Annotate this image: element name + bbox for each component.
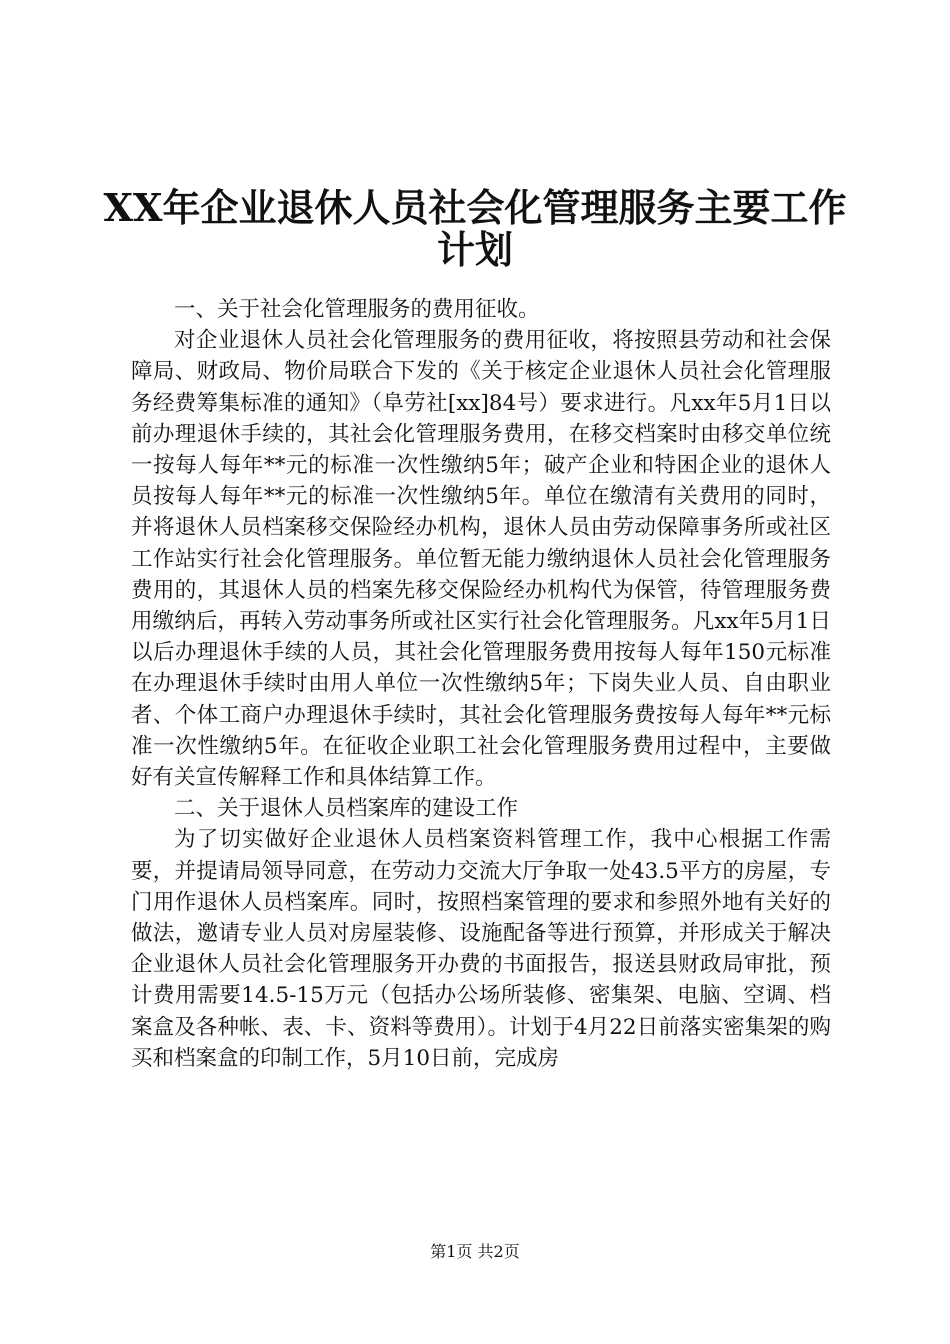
page-footer: 第1页 共2页	[430, 1242, 520, 1261]
document-title-line-1: XX年企业退休人员社会化管理服务主要工作	[103, 185, 847, 230]
paragraph-fee-collection: 对企业退休人员社会化管理服务的费用征收，将按照县劳动和社会保障局、财政局、物价局联合下发的《关于核定企业退休人员社会化管理服务经费筹集标准的通知》（阜劳社[xx]84号）要求进行。凡xx年5月1日以前办理退休手续的，其社会化管理服务费用，在移交档案时由移交单位统一按每人每年**元的标准一次性缴纳5年；破产企业和特困企业的退休人员按每人每年**元的标准一次性缴纳5年。单位在缴清有关费用的同时，并将退休人员档案移交保险经办机构，退休人员由劳动保障事务所或社区工作站实行社会化管理服务。单位暂无能力缴纳退休人员社会化管理服务费用的，其退休人员的档案先移交保险经办机构代为保管，待管理服务费用缴纳后，再转入劳动事务所或社区实行社会化管理服务。凡xx年5月1日以后办理退休手续的人员，其社会化管理服务费用按每人每年150元标准在办理退休手续时由用人单位一次性缴纳5年；下岗失业人员、自由职业者、个体工商户办理退休手续时，其社会化管理服务费按每人每年**元标准一次性缴纳5年。在征收企业职工社会化管理服务费用过程中，主要做好有关宣传解释工作和具体结算工作。	[131, 328, 831, 791]
document-title-line-2: 计划	[436, 227, 513, 272]
section-heading-1: 一、关于社会化管理服务的费用征收。	[174, 297, 540, 322]
paragraph-archive-construction: 为了切实做好企业退休人员档案资料管理工作，我中心根据工作需要，并提请局领导同意，在劳动力交流大厅争取一处43.5平方的房屋，专门用作退休人员档案库。同时，按照档案管理的要求和参照外地有关好的做法，邀请专业人员对房屋装修、设施配备等进行预算，并形成关于解决企业退休人员社会化管理服务开办费的书面报告，报送县财政局审批，预计费用需要14.5-15万元（包括办公场所装修、密集架、电脑、空调、档案盒及各种帐、表、卡、资料等费用）。计划于4月22日前落实密集架的购买和档案盒的印制工作，5月10日前，完成房	[131, 827, 831, 1071]
document-body	[131, 294, 831, 1074]
section-heading-2: 二、关于退休人员档案库的建设工作	[174, 796, 519, 822]
